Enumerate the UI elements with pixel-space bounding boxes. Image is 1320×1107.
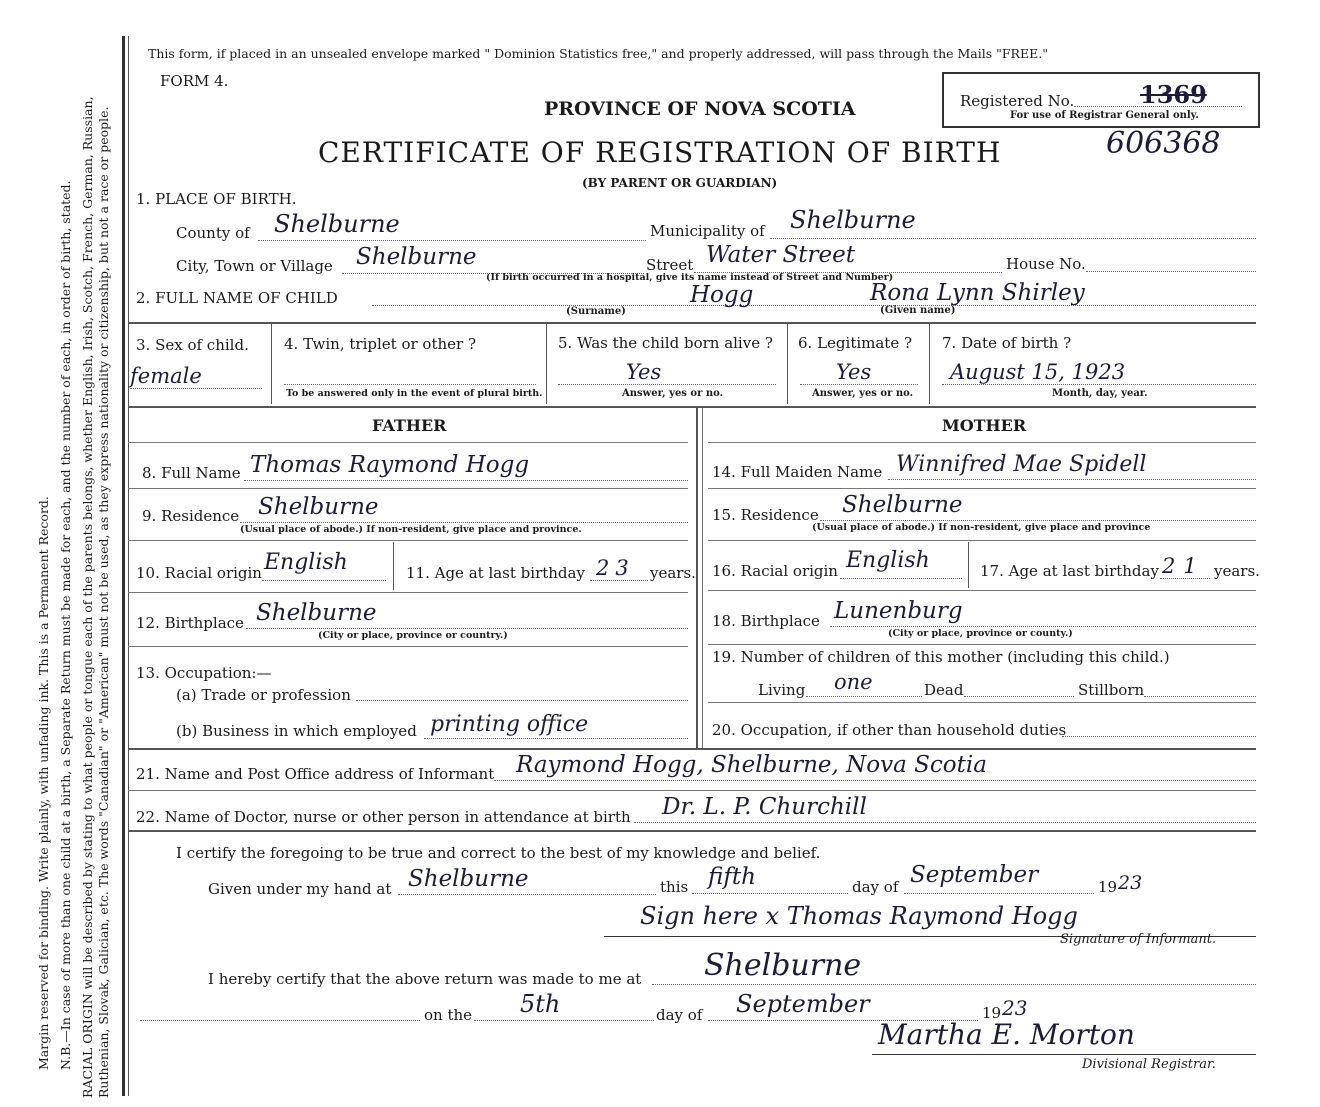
registrar-signature-line — [872, 1054, 1256, 1055]
form-left-border — [122, 36, 125, 1096]
given-place-value: Shelburne — [408, 866, 529, 892]
mother-residence-label: 15. Residence — [712, 506, 819, 524]
county-line — [258, 240, 646, 241]
sex-label: 3. Sex of child. — [136, 336, 249, 354]
sex-value: female — [130, 364, 202, 388]
father-heading: FATHER — [372, 416, 447, 435]
divider-father-2 — [128, 540, 688, 541]
city-label: City, Town or Village — [176, 257, 333, 275]
divider-mother-racial-age — [968, 542, 969, 588]
mother-living-line — [806, 696, 922, 697]
registrar-prefix-line — [140, 1020, 420, 1021]
divider-alive-legit — [787, 324, 788, 404]
mother-racial-line — [840, 578, 962, 579]
father-residence-value: Shelburne — [258, 494, 379, 520]
informant-line — [494, 780, 1256, 781]
day-of-label: day of — [852, 878, 899, 896]
divider-mother-3 — [708, 590, 1256, 591]
divider-before-certification — [128, 830, 1256, 832]
father-occupation-label: 13. Occupation:— — [136, 664, 272, 682]
mother-living-value: one — [834, 670, 873, 694]
father-name-label: 8. Full Name — [142, 464, 241, 482]
sex-line — [130, 388, 262, 389]
mother-birthplace-note: (City or place, province or county.) — [888, 628, 1073, 639]
street-label: Street — [646, 256, 694, 274]
child-name-line — [372, 305, 1256, 306]
given-caption: (Given name) — [880, 305, 956, 316]
legit-line — [800, 384, 918, 385]
mother-stillborn-line — [1144, 696, 1256, 697]
twin-line — [284, 384, 536, 385]
mother-age-label: 17. Age at last birthday — [980, 562, 1159, 580]
child-name-label: 2. FULL NAME OF CHILD — [136, 289, 338, 307]
divider-father-3 — [128, 592, 688, 593]
divider-father-1 — [128, 488, 688, 489]
house-no-label: House No. — [1006, 255, 1086, 273]
alive-value: Yes — [626, 360, 662, 384]
dob-value: August 15, 1923 — [950, 360, 1126, 384]
child-surname-value: Hogg — [690, 282, 754, 308]
informant-value: Raymond Hogg, Shelburne, Nova Scotia — [516, 752, 987, 778]
divider-informant — [128, 790, 1256, 791]
father-age-line — [590, 580, 648, 581]
mother-birthplace-label: 18. Birthplace — [712, 612, 820, 630]
divider-after-name — [128, 322, 1256, 324]
registrar-note: For use of Registrar General only. — [1010, 110, 1199, 121]
on-the-line — [474, 1020, 654, 1021]
mother-name-label: 14. Full Maiden Name — [712, 463, 883, 481]
parents-center-divider — [696, 408, 698, 748]
margin-note-binding: Margin reserved for binding. Write plainly, with unfading ink. This is a Permanent Record. — [36, 496, 51, 1070]
province-heading: PROVINCE OF NOVA SCOTIA — [544, 98, 856, 120]
divider-father-racial-age — [393, 542, 394, 590]
mother-heading: MOTHER — [942, 416, 1027, 435]
registrar-place-line — [652, 984, 1256, 985]
alive-note: Answer, yes or no. — [622, 388, 724, 399]
doctor-value: Dr. L. P. Churchill — [662, 794, 867, 820]
mother-racial-value: English — [846, 548, 930, 573]
divider-after-parents — [128, 748, 1256, 750]
this-line — [692, 893, 848, 894]
month-line — [904, 893, 1094, 894]
informant-label: 21. Name and Post Office address of Informant — [136, 765, 495, 783]
father-racial-line — [262, 580, 386, 581]
mother-dead-label: Dead — [924, 681, 964, 699]
divider-mother-1 — [708, 488, 1256, 489]
mother-occupation-line — [1062, 736, 1256, 737]
municipality-label: Municipality of — [650, 222, 765, 240]
divider-mother-heading — [708, 442, 1256, 443]
mother-stillborn-label: Stillborn — [1078, 681, 1145, 699]
mother-living-label: Living — [758, 681, 806, 699]
parents-center-divider-2 — [702, 408, 703, 748]
given-under-label: Given under my hand at — [208, 880, 392, 898]
mother-birthplace-line — [830, 626, 1256, 627]
mother-name-line — [888, 479, 1256, 480]
handwritten-number: 606368 — [1106, 126, 1221, 161]
father-birthplace-note: (City or place, province or country.) — [318, 630, 508, 641]
mother-birthplace-value: Lunenburg — [834, 598, 963, 624]
father-age-value: 23 — [596, 556, 635, 580]
mother-racial-label: 16. Racial origin — [712, 562, 838, 580]
father-racial-label: 10. Racial origin — [136, 564, 262, 582]
year2-prefix: 19 — [982, 1004, 1002, 1022]
father-trade-line — [356, 700, 688, 701]
year-prefix: 19 — [1098, 878, 1118, 896]
father-name-value: Thomas Raymond Hogg — [250, 452, 530, 478]
postal-note: This form, if placed in an unsealed envelope marked " Dominion Statistics free," and properly addressed, will pass through the Mails "FREE." — [148, 46, 1048, 61]
doctor-label: 22. Name of Doctor, nurse or other person in attendance at birth — [136, 808, 631, 826]
registrar-caption: Divisional Registrar. — [1082, 1057, 1216, 1072]
mother-age-unit: years. — [1214, 562, 1260, 580]
father-age-unit: years. — [650, 564, 696, 582]
dob-line — [942, 384, 1256, 385]
father-trade-label: (a) Trade or profession — [176, 686, 351, 704]
father-business-label: (b) Business in which employed — [176, 722, 417, 740]
county-value: Shelburne — [274, 210, 400, 238]
divider-mother-4 — [708, 644, 1256, 645]
form-number: FORM 4. — [160, 72, 229, 90]
father-residence-label: 9. Residence — [142, 507, 240, 525]
doctor-line — [634, 822, 1256, 823]
margin-note-racial-origin: RACIAL ORIGIN will be described by stating to what people or tongue each of the parents belongs, whether English, Irish, Scotch, French, German, Russian, — [80, 96, 95, 1098]
margin-note-racial-origin-cont: Ruthenian, Slovak, Galician, etc. The words "Canadian" or "American" must not be used, as they express nationality or citizenship, but not a race or people. — [96, 106, 111, 1098]
county-label: County of — [176, 224, 250, 242]
this-label: this — [660, 878, 689, 896]
registered-no-value: 1369 — [1140, 80, 1207, 109]
legit-value: Yes — [836, 360, 872, 384]
father-birthplace-line — [246, 628, 688, 629]
surname-caption: (Surname) — [566, 306, 626, 317]
certification-statement: I certify the foregoing to be true and correct to the best of my knowledge and belief. — [176, 844, 821, 862]
father-birthplace-value: Shelburne — [256, 600, 377, 626]
mother-residence-line — [820, 520, 1256, 521]
divider-sex-twin — [271, 324, 272, 404]
municipality-line — [770, 238, 1256, 239]
legit-label: 6. Legitimate ? — [798, 334, 913, 352]
mother-age-value: 21 — [1162, 554, 1205, 578]
mother-dead-line — [964, 696, 1074, 697]
dob-label: 7. Date of birth ? — [942, 334, 1072, 352]
father-residence-line — [240, 522, 688, 523]
certificate-title: CERTIFICATE OF REGISTRATION OF BIRTH — [318, 136, 1002, 169]
mother-age-line — [1160, 578, 1210, 579]
divider-twin-alive — [546, 324, 547, 404]
on-the-label: on the — [424, 1006, 473, 1024]
registrar-statement: I hereby certify that the above return was made to me at — [208, 970, 642, 988]
on-the-value: 5th — [520, 990, 561, 1018]
divider-mother-5 — [708, 702, 1256, 703]
divider-before-parents — [128, 406, 1256, 408]
divider-father-heading — [128, 442, 688, 443]
municipality-value: Shelburne — [790, 206, 916, 234]
margin-note-plural-birth: N.B.—In case of more than one child at a birth, a Separate Return must be made for each, and the number of each, in order of birth, stated. — [58, 180, 73, 1070]
place-of-birth-heading: 1. PLACE OF BIRTH. — [136, 190, 297, 208]
divider-legit-dob — [929, 324, 930, 404]
mother-residence-note: (Usual place of abode.) If non-resident, give place and province — [812, 522, 1151, 533]
month-value: September — [910, 862, 1039, 888]
mother-children-label: 19. Number of children of this mother (including this child.) — [712, 648, 1170, 666]
day-of2-label: day of — [656, 1006, 703, 1024]
certificate-subtitle: (BY PARENT OR GUARDIAN) — [582, 176, 778, 190]
father-business-value: printing office — [430, 712, 589, 737]
father-birthplace-label: 12. Birthplace — [136, 614, 244, 632]
registrar-signature: Martha E. Morton — [878, 1018, 1135, 1051]
divider-father-4 — [128, 646, 688, 647]
year-value: 23 — [1118, 872, 1143, 894]
twin-label: 4. Twin, triplet or other ? — [284, 335, 476, 353]
month2-value: September — [736, 990, 870, 1018]
father-name-line — [244, 480, 688, 481]
registrar-place-value: Shelburne — [704, 948, 862, 983]
child-given-value: Rona Lynn Shirley — [870, 280, 1085, 306]
city-value: Shelburne — [356, 244, 477, 270]
father-business-line — [424, 738, 688, 739]
informant-signature-caption: Signature of Informant. — [1060, 932, 1217, 947]
street-value: Water Street — [706, 242, 855, 268]
dob-note: Month, day, year. — [1052, 388, 1148, 399]
informant-signature: Sign here x Thomas Raymond Hogg — [640, 902, 1078, 930]
father-age-label: 11. Age at last birthday — [406, 564, 585, 582]
alive-line — [558, 384, 776, 385]
mother-name-value: Winnifred Mae Spidell — [896, 452, 1147, 477]
legit-note: Answer, yes or no. — [812, 388, 914, 399]
this-value: fifth — [708, 864, 756, 890]
mother-occupation-label: 20. Occupation, if other than household duties — [712, 721, 1067, 739]
mother-residence-value: Shelburne — [842, 492, 963, 518]
alive-label: 5. Was the child born alive ? — [558, 334, 773, 352]
father-racial-value: English — [264, 550, 348, 575]
registered-no-label: Registered No. — [960, 92, 1075, 110]
given-place-line — [398, 894, 656, 895]
form-left-border-inner — [128, 36, 129, 1096]
hospital-note: (If birth occurred in a hospital, give its name instead of Street and Number) — [486, 272, 894, 283]
divider-mother-2 — [708, 540, 1256, 541]
house-no-line — [1086, 271, 1256, 272]
year2-value: 23 — [1002, 996, 1028, 1020]
twin-note: To be answered only in the event of plural birth. — [286, 388, 543, 399]
father-residence-note: (Usual place of abode.) If non-resident, give place and province. — [240, 524, 582, 535]
